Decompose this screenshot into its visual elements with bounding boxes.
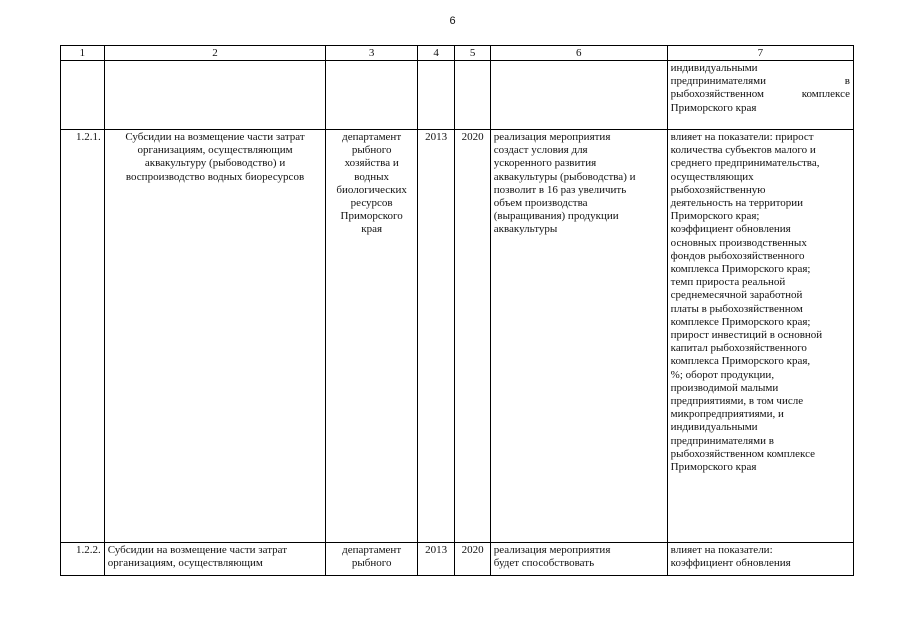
text-line: рыбохозяйственном комплексе: [670, 447, 815, 460]
text-line: объем производства: [493, 197, 588, 210]
text-line: Приморского края: [670, 461, 757, 474]
text-line: коэффициент обновления: [670, 557, 791, 570]
text-line: рыбного: [351, 557, 392, 570]
cell-num: [61, 61, 105, 130]
text-line: рыбного: [351, 144, 392, 157]
text-line: аквакультуры: [493, 223, 558, 236]
cell-end: [455, 61, 490, 130]
program-table: [60, 45, 854, 576]
text-line: фондов рыбохозяйственного: [670, 249, 805, 262]
text-line: края: [361, 223, 383, 236]
cell-indicators: [667, 543, 853, 576]
text-line: среднемесячной заработной: [670, 289, 803, 302]
column-header: 6: [490, 46, 667, 61]
text-line: рыбохозяйственную: [670, 183, 766, 196]
text-line: будет способствовать: [493, 557, 595, 570]
table-row: [61, 543, 854, 576]
text-line: микропредприятиями, и: [670, 408, 784, 421]
text-line: платы в рыбохозяйственном: [670, 302, 803, 315]
text-line: капитал рыбохозяйственного: [670, 342, 807, 355]
cell-indicators: [667, 61, 853, 130]
text-line: Приморского: [340, 210, 403, 223]
text-line: индивидуальными: [670, 62, 758, 74]
text-line: среднего предпринимательства,: [670, 157, 820, 170]
cell-end: 2020: [455, 130, 490, 543]
text-line: водных: [354, 170, 389, 183]
cell-name: [104, 61, 326, 130]
text-line: осуществляющих: [670, 170, 754, 183]
text-line: создаст условия для: [493, 144, 588, 157]
cell-result: [490, 543, 667, 576]
cell-end: 2020: [455, 543, 490, 576]
text-line: аквакультуры (рыбоводства) и: [493, 170, 636, 183]
cell-start: [417, 61, 454, 130]
text-line: (выращивания) продукции: [493, 210, 619, 223]
text-line: организациям, осуществляющим: [137, 144, 293, 157]
column-header: 4: [417, 46, 454, 61]
cell-result: [490, 130, 667, 543]
table-row: [61, 130, 854, 543]
text-line: рыбохозяйственном комплексе: [670, 88, 850, 101]
column-header: 2: [104, 46, 326, 61]
text-line: аквакультуру (рыбоводство) и: [144, 157, 286, 170]
continuation-row: [61, 61, 854, 130]
text-line: хозяйства и: [344, 157, 399, 170]
text-line: ресурсов: [350, 197, 393, 210]
text-line: влияет на показатели: прирост: [670, 131, 814, 143]
header-row: [61, 46, 854, 61]
text-line: позволит в 16 раз увеличить: [493, 183, 627, 196]
text-line: индивидуальными: [670, 421, 758, 434]
text-line: основных производственных: [670, 236, 807, 249]
cell-executor: [326, 61, 418, 130]
text-line: предпринимателями в: [670, 434, 774, 447]
cell-executor: [326, 130, 418, 543]
text-line: департамент: [342, 544, 402, 556]
cell-num: 1.2.1.: [61, 130, 105, 543]
text-line: ускоренного развития: [493, 157, 597, 170]
text-line: Приморского края;: [670, 210, 760, 223]
text-line: Субсидии на возмещение части затрат: [107, 544, 288, 556]
cell-start: 2013: [417, 543, 454, 576]
text-line: предпринимателями в: [670, 75, 850, 88]
text-line: влияет на показатели:: [670, 544, 773, 556]
text-line: комплексе Приморского края;: [670, 315, 811, 328]
text-line: комплекса Приморского края,: [670, 355, 811, 368]
cell-indicators: [667, 130, 853, 543]
cell-num: 1.2.2.: [61, 543, 105, 576]
text-line: организациям, осуществляющим: [107, 557, 263, 570]
column-header: 3: [326, 46, 418, 61]
text-line: реализация мероприятия: [493, 131, 611, 143]
cell-start: 2013: [417, 130, 454, 543]
page-number: 6: [449, 15, 456, 27]
text-line: Приморского края: [670, 101, 757, 114]
column-header: 7: [667, 46, 853, 61]
text-line: деятельность на территории: [670, 197, 804, 210]
text-line: Субсидии на возмещение части затрат: [125, 131, 305, 143]
text-line: темп прироста реальной: [670, 276, 786, 289]
text-line: коэффициент обновления: [670, 223, 791, 236]
text-line: комплекса Приморского края;: [670, 263, 811, 276]
text-line: биологических: [336, 183, 407, 196]
cell-name: [104, 130, 326, 543]
cell-result: [490, 61, 667, 130]
text-line: предприятиями, в том числе: [670, 395, 804, 408]
text-line: производимой малыми: [670, 381, 779, 394]
text-line: реализация мероприятия: [493, 544, 611, 556]
text-line: прирост инвестиций в основной: [670, 329, 823, 342]
text-line: количества субъектов малого и: [670, 144, 816, 157]
column-header: 1: [61, 46, 105, 61]
text-line: %; оборот продукции,: [670, 368, 775, 381]
text-line: воспроизводство водных биоресурсов: [125, 170, 305, 183]
cell-executor: [326, 543, 418, 576]
text-line: департамент: [342, 131, 402, 143]
column-header: 5: [455, 46, 490, 61]
cell-name: [104, 543, 326, 576]
